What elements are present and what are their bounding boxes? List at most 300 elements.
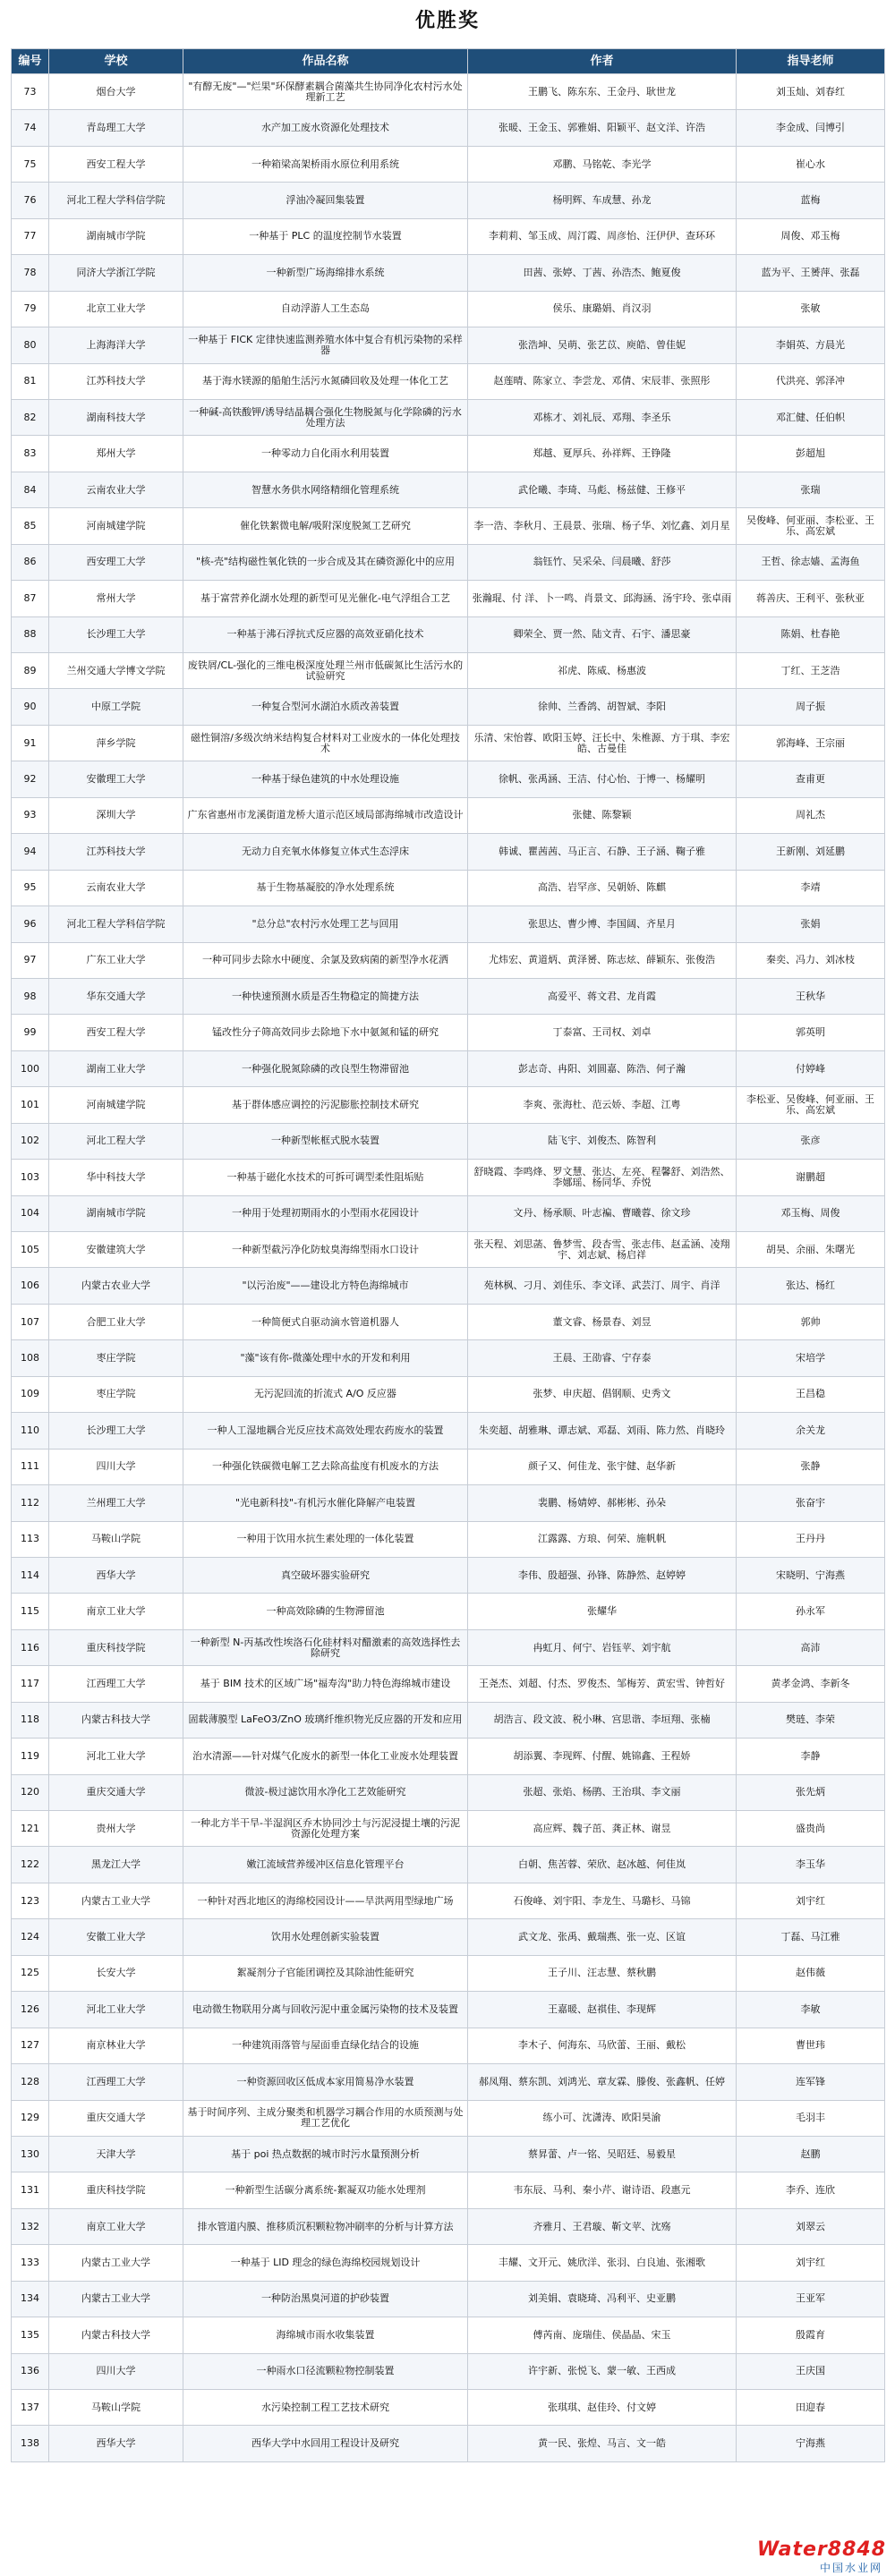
cell-advisors: 李玉华	[737, 1847, 885, 1883]
cell-authors: 傅芮南、庞瑞佳、侯晶晶、宋玉	[468, 2317, 737, 2353]
cell-advisors: 丁红、王芝浩	[737, 653, 885, 689]
cell-advisors: 张瑞	[737, 472, 885, 507]
cell-school: 内蒙古科技大学	[49, 1702, 183, 1738]
award-table	[11, 48, 885, 2462]
cell-work-title: 智慧水务供水网络精细化管理系统	[183, 472, 468, 507]
table-row	[12, 761, 885, 797]
table-row	[12, 1521, 885, 1557]
cell-school: 西华大学	[49, 1557, 183, 1593]
cell-authors: 张思达、曹少博、李国阔、齐星月	[468, 906, 737, 942]
cell-advisors: 宋晓明、宁海燕	[737, 1557, 885, 1593]
cell-number: 109	[12, 1376, 49, 1412]
cell-school: 长安大学	[49, 1955, 183, 1991]
cell-number: 121	[12, 1811, 49, 1847]
cell-school: 长沙理工大学	[49, 1413, 183, 1449]
cell-authors: 石俊峰、刘宇阳、李龙生、马璐杉、马锦	[468, 1883, 737, 1918]
cell-advisors: 胡昊、余丽、朱曙光	[737, 1232, 885, 1268]
cell-work-title: 一种基于 FICK 定律快速监测养殖水体中复合有机污染物的采样器	[183, 327, 468, 363]
cell-authors: 邓鹏、马铭乾、李光学	[468, 146, 737, 182]
table-row	[12, 2136, 885, 2172]
cell-advisors: 刘翠云	[737, 2208, 885, 2244]
table-row	[12, 616, 885, 652]
cell-number: 117	[12, 1666, 49, 1702]
table-row	[12, 870, 885, 905]
cell-advisors: 李娟英、方晨光	[737, 327, 885, 363]
cell-number: 90	[12, 689, 49, 725]
table-row	[12, 2245, 885, 2281]
cell-number: 119	[12, 1739, 49, 1774]
cell-advisors: 刘宇红	[737, 2245, 885, 2281]
cell-authors: 朱奕超、胡雅琳、谭志斌、邓磊、刘雨、陈力然、肖晓玲	[468, 1413, 737, 1449]
cell-authors: 王尧杰、刘超、付杰、罗俊杰、邹梅芳、黄宏雪、钟哲好	[468, 1666, 737, 1702]
cell-work-title: 自动浮游人工生态岛	[183, 291, 468, 327]
cell-work-title: 一种高效除磷的生物滞留池	[183, 1594, 468, 1629]
cell-school: 河北工程大学	[49, 1123, 183, 1159]
cell-number: 107	[12, 1304, 49, 1339]
cell-work-title: 西华大学中水回用工程设计及研究	[183, 2426, 468, 2461]
table-row	[12, 1774, 885, 1810]
cell-authors: 董文睿、杨景春、刘昱	[468, 1304, 737, 1339]
table-row	[12, 110, 885, 146]
cell-advisors: 周俊、邓玉梅	[737, 218, 885, 254]
cell-work-title: 基于海水镁源的船舶生活污水氮磷回收及处理一体化工艺	[183, 363, 468, 399]
watermark-sub: 中国水业网	[819, 2562, 882, 2574]
cell-work-title: 广东省惠州市龙溪街道龙桥大道示范区域局部海绵城市改造设计	[183, 797, 468, 833]
table-row	[12, 581, 885, 616]
cell-advisors: 张奋宇	[737, 1485, 885, 1521]
header-work-title: 作品名称	[183, 49, 468, 74]
cell-work-title: 基于时间序列、主成分聚类和机器学习耦合作用的水质预测与处理工艺优化	[183, 2100, 468, 2136]
cell-number: 85	[12, 508, 49, 544]
table-row	[12, 1050, 885, 1086]
table-row	[12, 2064, 885, 2100]
cell-school: 内蒙古科技大学	[49, 2317, 183, 2353]
cell-advisors: 李松亚、吴俊峰、何亚丽、王乐、高宏斌	[737, 1087, 885, 1123]
cell-work-title: "总分总"农村污水处理工艺与回用	[183, 906, 468, 942]
cell-work-title: 固载薄膜型 LaFeO3/ZnO 玻璃纤维织物光反应器的开发和应用	[183, 1702, 468, 1738]
table-row	[12, 2353, 885, 2389]
cell-authors: 张耀华	[468, 1594, 737, 1629]
cell-number: 80	[12, 327, 49, 363]
cell-school: 南京工业大学	[49, 1594, 183, 1629]
cell-advisors: 赵伟薇	[737, 1955, 885, 1991]
table-row	[12, 653, 885, 689]
cell-authors: 许宇新、张悦飞、蒙一敏、王西成	[468, 2353, 737, 2389]
cell-school: 郑州大学	[49, 436, 183, 472]
cell-authors: 王鹏飞、陈东东、王金丹、耿世龙	[468, 74, 737, 110]
cell-authors: 高爱平、蒋文君、龙肖霞	[468, 978, 737, 1014]
cell-advisors: 崔心水	[737, 146, 885, 182]
cell-work-title: 治水清源——针对煤气化废水的新型一体化工业废水处理装置	[183, 1739, 468, 1774]
cell-authors: 王子川、汪志慧、蔡秋鹏	[468, 1955, 737, 1991]
cell-authors: 刘美娟、袁晓琦、冯利平、史亚鹏	[468, 2281, 737, 2317]
cell-school: 华中科技大学	[49, 1160, 183, 1195]
cell-authors: 徐帅、兰香鸽、胡智斌、李阳	[468, 689, 737, 725]
cell-school: 重庆交通大学	[49, 1774, 183, 1810]
table-row	[12, 1015, 885, 1050]
cell-authors: 王嘉暖、赵祺佳、李现辉	[468, 1992, 737, 2028]
cell-authors: 徐帆、张禹涵、王洁、付心怡、于博一、杨耀明	[468, 761, 737, 797]
cell-advisors: 蓝为平、王赟萍、张磊	[737, 255, 885, 291]
cell-authors: 韩诚、瞿茜茜、马正言、石静、王子涵、鞠子雅	[468, 834, 737, 870]
cell-advisors: 王丹丹	[737, 1521, 885, 1557]
cell-advisors: 张静	[737, 1449, 885, 1484]
cell-work-title: 一种建筑雨落管与屋面垂直绿化结合的设施	[183, 2028, 468, 2063]
cell-school: 烟台大学	[49, 74, 183, 110]
cell-advisors: 张彦	[737, 1123, 885, 1159]
cell-number: 84	[12, 472, 49, 507]
cell-work-title: 一种新型生活碳分离系统-絮凝双功能水处理剂	[183, 2172, 468, 2208]
table-header-row	[12, 49, 885, 74]
cell-advisors: 高沛	[737, 1629, 885, 1665]
cell-number: 124	[12, 1919, 49, 1955]
cell-advisors: 邓玉梅、周俊	[737, 1195, 885, 1231]
cell-authors: 丰耀、文开元、姚欣洋、张羽、白良迪、张湘歌	[468, 2245, 737, 2281]
cell-authors: 王晨、王劭睿、宁存泰	[468, 1340, 737, 1376]
table-row	[12, 1304, 885, 1339]
cell-number: 104	[12, 1195, 49, 1231]
cell-work-title: 一种快速预测水质是否生物稳定的简捷方法	[183, 978, 468, 1014]
cell-advisors: 谢鹏超	[737, 1160, 885, 1195]
cell-authors: 邓栋才、刘礼辰、邓翔、李圣乐	[468, 399, 737, 435]
cell-number: 92	[12, 761, 49, 797]
cell-work-title: 一种强化脱氮除磷的改良型生物滞留池	[183, 1050, 468, 1086]
cell-school: 天津大学	[49, 2136, 183, 2172]
cell-authors: 祁虎、陈威、杨惠波	[468, 653, 737, 689]
cell-number: 135	[12, 2317, 49, 2353]
cell-work-title: 水产加工废水资源化处理技术	[183, 110, 468, 146]
cell-authors: 丁泰富、王司权、刘卓	[468, 1015, 737, 1050]
table-row	[12, 1955, 885, 1991]
cell-number: 110	[12, 1413, 49, 1449]
cell-authors: 白朝、焦苦蓉、荣欣、赵冰越、何佳岚	[468, 1847, 737, 1883]
cell-authors: 张暖、王金玉、郭雅娟、阳颖平、赵文洋、许浩	[468, 110, 737, 146]
cell-school: 河北工程大学科信学院	[49, 183, 183, 218]
cell-school: 内蒙古工业大学	[49, 1883, 183, 1918]
table-row	[12, 74, 885, 110]
cell-number: 86	[12, 544, 49, 580]
cell-number: 114	[12, 1557, 49, 1593]
cell-authors: 练小可、沈潇涛、欧阳昊渝	[468, 2100, 737, 2136]
watermark-main: Water8848	[756, 2538, 886, 2561]
table-row	[12, 2426, 885, 2461]
cell-number: 137	[12, 2390, 49, 2426]
cell-school: 西安工程大学	[49, 1015, 183, 1050]
cell-number: 76	[12, 183, 49, 218]
cell-work-title: 催化铁絮微电解/吸附深度脱氮工艺研究	[183, 508, 468, 544]
cell-work-title: 一种针对西北地区的海绵校园设计——旱洪两用型绿地广场	[183, 1883, 468, 1918]
cell-advisors: 殷霞育	[737, 2317, 885, 2353]
cell-school: 枣庄学院	[49, 1340, 183, 1376]
cell-work-title: 一种新型广场海绵排水系统	[183, 255, 468, 291]
cell-school: 枣庄学院	[49, 1376, 183, 1412]
cell-authors: 黄一民、张煌、马言、文一皓	[468, 2426, 737, 2461]
cell-school: 江苏科技大学	[49, 834, 183, 870]
cell-number: 130	[12, 2136, 49, 2172]
cell-school: 南京林业大学	[49, 2028, 183, 2063]
cell-authors: 李爽、张海杜、范云娇、李超、江粤	[468, 1087, 737, 1123]
cell-school: 兰州交通大学博文学院	[49, 653, 183, 689]
cell-advisors: 王昌稳	[737, 1376, 885, 1412]
cell-school: 黑龙江大学	[49, 1847, 183, 1883]
cell-school: 青岛理工大学	[49, 110, 183, 146]
cell-number: 73	[12, 74, 49, 110]
table-row	[12, 2317, 885, 2353]
header-advisors: 指导老师	[737, 49, 885, 74]
cell-work-title: 一种新型截污净化防蚊臭海绵型雨水口设计	[183, 1232, 468, 1268]
cell-authors: 郑越、夏厚兵、孙祥辉、王铮隆	[468, 436, 737, 472]
cell-number: 74	[12, 110, 49, 146]
table-row	[12, 1992, 885, 2028]
cell-work-title: 海绵城市雨水收集装置	[183, 2317, 468, 2353]
cell-number: 118	[12, 1702, 49, 1738]
table-row	[12, 942, 885, 978]
cell-school: 同济大学浙江学院	[49, 255, 183, 291]
cell-school: 上海海洋大学	[49, 327, 183, 363]
cell-work-title: 锰改性分子筛高效同步去除地下水中氨氮和锰的研究	[183, 1015, 468, 1050]
cell-work-title: 真空破坏器实验研究	[183, 1557, 468, 1593]
cell-work-title: 一种复合型河水湖泊水质改善装置	[183, 689, 468, 725]
cell-work-title: 基于生物基凝胶的净水处理系统	[183, 870, 468, 905]
cell-number: 126	[12, 1992, 49, 2028]
cell-school: 兰州理工大学	[49, 1485, 183, 1521]
cell-number: 115	[12, 1594, 49, 1629]
cell-authors: 齐雅月、王君璇、靳文苹、沈殇	[468, 2208, 737, 2244]
table-row	[12, 1160, 885, 1195]
cell-school: 江西理工大学	[49, 1666, 183, 1702]
cell-advisors: 刘宇红	[737, 1883, 885, 1918]
table-row	[12, 1485, 885, 1521]
cell-school: 南京工业大学	[49, 2208, 183, 2244]
cell-work-title: 一种资源回收区低成本家用简易净水装置	[183, 2064, 468, 2100]
cell-school: 云南农业大学	[49, 472, 183, 507]
cell-work-title: "核-壳"结构磁性氧化铁的一步合成及其在磷资源化中的应用	[183, 544, 468, 580]
cell-advisors: 王新刚、刘延鹏	[737, 834, 885, 870]
cell-work-title: 无动力自充氧水体修复立体式生态浮床	[183, 834, 468, 870]
cell-number: 99	[12, 1015, 49, 1050]
cell-number: 94	[12, 834, 49, 870]
cell-advisors: 张娟	[737, 906, 885, 942]
cell-advisors: 宁海燕	[737, 2426, 885, 2461]
cell-number: 125	[12, 1955, 49, 1991]
cell-advisors: 付婷峰	[737, 1050, 885, 1086]
table-row	[12, 689, 885, 725]
cell-work-title: 一种基于沸石浮抗式反应器的高效亚硝化技术	[183, 616, 468, 652]
cell-advisors: 盛贵尚	[737, 1811, 885, 1847]
cell-authors: 文丹、杨承顺、叶志褊、曹曦蓉、徐文珍	[468, 1195, 737, 1231]
cell-work-title: 一种雨水口径流颗粒物控制装置	[183, 2353, 468, 2389]
cell-authors: 武伦曦、李琦、马彪、杨兹健、王修平	[468, 472, 737, 507]
cell-number: 87	[12, 581, 49, 616]
watermark-logo	[752, 2538, 886, 2572]
cell-number: 113	[12, 1521, 49, 1557]
cell-advisors: 连军锋	[737, 2064, 885, 2100]
table-row	[12, 1847, 885, 1883]
cell-advisors: 张达、杨红	[737, 1268, 885, 1304]
header-school: 学校	[49, 49, 183, 74]
cell-school: 西安工程大学	[49, 146, 183, 182]
cell-authors: 赵莲晴、陈家立、李尝龙、邓倩、宋辰菲、张照彤	[468, 363, 737, 399]
cell-school: 内蒙古农业大学	[49, 1268, 183, 1304]
table-row	[12, 291, 885, 327]
cell-advisors: 李靖	[737, 870, 885, 905]
cell-number: 97	[12, 942, 49, 978]
cell-number: 111	[12, 1449, 49, 1484]
cell-authors: 李木子、何海东、马欣蕾、王丽、戴松	[468, 2028, 737, 2063]
cell-authors: 翁钰竹、吴采朵、闫晨曦、舒莎	[468, 544, 737, 580]
cell-number: 105	[12, 1232, 49, 1268]
cell-advisors: 王亚军	[737, 2281, 885, 2317]
cell-number: 120	[12, 1774, 49, 1810]
cell-advisors: 周子振	[737, 689, 885, 725]
cell-advisors: 王庆国	[737, 2353, 885, 2389]
cell-advisors: 刘玉灿、刘春红	[737, 74, 885, 110]
cell-authors: 杨明辉、车成慧、孙龙	[468, 183, 737, 218]
cell-work-title: 一种人工湿地耦合光反应技术高效处理农药废水的装置	[183, 1413, 468, 1449]
cell-school: 常州大学	[49, 581, 183, 616]
cell-authors: 田茜、张婷、丁茜、孙浩杰、鲍夏俊	[468, 255, 737, 291]
cell-advisors: 郭英明	[737, 1015, 885, 1050]
cell-work-title: 一种箱梁高架桥雨水原位利用系统	[183, 146, 468, 182]
table-row	[12, 146, 885, 182]
cell-advisors: 查甫更	[737, 761, 885, 797]
table-row	[12, 978, 885, 1014]
cell-advisors: 余关龙	[737, 1413, 885, 1449]
cell-work-title: 一种用于饮用水抗生素处理的一体化装置	[183, 1521, 468, 1557]
cell-number: 133	[12, 2245, 49, 2281]
cell-number: 106	[12, 1268, 49, 1304]
cell-authors: 李莉莉、邹玉成、周汀霞、周彦怡、汪伊伊、查环环	[468, 218, 737, 254]
cell-school: 安徽工业大学	[49, 1919, 183, 1955]
cell-authors: 乐清、宋怡蓉、欧阳玉婷、汪长中、朱椎源、方于琪、李宏皓、古曼佳	[468, 725, 737, 761]
cell-number: 88	[12, 616, 49, 652]
cell-authors: 陆飞宇、刘俊杰、陈智利	[468, 1123, 737, 1159]
table-row	[12, 1232, 885, 1268]
cell-advisors: 李乔、连欣	[737, 2172, 885, 2208]
cell-authors: 高浩、岩罕彦、吴朝娇、陈麒	[468, 870, 737, 905]
cell-authors: 张健、陈黎颖	[468, 797, 737, 833]
table-row	[12, 1123, 885, 1159]
table-row	[12, 2172, 885, 2208]
cell-school: 西华大学	[49, 2426, 183, 2461]
cell-authors: 卿荣全、贾一然、陆文青、石宇、潘思豪	[468, 616, 737, 652]
cell-advisors: 张敏	[737, 291, 885, 327]
cell-work-title: 一种基于 PLC 的温度控制节水装置	[183, 218, 468, 254]
table-row	[12, 1594, 885, 1629]
cell-number: 122	[12, 1847, 49, 1883]
cell-school: 贵州大学	[49, 1811, 183, 1847]
cell-school: 中原工学院	[49, 689, 183, 725]
cell-school: 西安理工大学	[49, 544, 183, 580]
table-row	[12, 1883, 885, 1918]
cell-work-title: 一种可同步去除水中硬度、余氯及致病菌的新型净水花洒	[183, 942, 468, 978]
table-row	[12, 1413, 885, 1449]
cell-number: 136	[12, 2353, 49, 2389]
table-row	[12, 1449, 885, 1484]
cell-school: 云南农业大学	[49, 870, 183, 905]
table-row	[12, 1557, 885, 1593]
cell-number: 98	[12, 978, 49, 1014]
table-row	[12, 906, 885, 942]
cell-number: 108	[12, 1340, 49, 1376]
table-row	[12, 725, 885, 761]
cell-work-title: 微波-极过滤饮用水净化工艺效能研究	[183, 1774, 468, 1810]
cell-authors: 韦东辰、马利、秦小芹、谢诗语、段惠元	[468, 2172, 737, 2208]
cell-number: 102	[12, 1123, 49, 1159]
cell-authors: 张超、张焰、杨鹃、王治琪、李文丽	[468, 1774, 737, 1810]
cell-work-title: 电动微生物联用分离与回收污泥中重金属污染物的技术及装置	[183, 1992, 468, 2028]
table-row	[12, 1919, 885, 1955]
cell-work-title: 饮用水处理创新实验装置	[183, 1919, 468, 1955]
cell-school: 河北工业大学	[49, 1992, 183, 2028]
cell-number: 82	[12, 399, 49, 435]
cell-authors: 江露露、方琅、何荣、施帆帆	[468, 1521, 737, 1557]
table-row	[12, 255, 885, 291]
cell-authors: 高应辉、魏子茁、龚正林、谢昱	[468, 1811, 737, 1847]
cell-advisors: 秦奕、冯力、刘冰枝	[737, 942, 885, 978]
table-row	[12, 1195, 885, 1231]
cell-authors: 苑林枫、刁月、刘佳乐、李文译、武芸汀、周宇、肖洋	[468, 1268, 737, 1304]
cell-advisors: 邓汇健、任伯帜	[737, 399, 885, 435]
cell-number: 75	[12, 146, 49, 182]
table-row	[12, 2100, 885, 2136]
cell-number: 129	[12, 2100, 49, 2136]
table-row	[12, 2028, 885, 2063]
cell-school: 马鞍山学院	[49, 1521, 183, 1557]
cell-work-title: 一种基于绿色建筑的中水处理设施	[183, 761, 468, 797]
cell-work-title: 基于富营养化湖水处理的新型可见光催化-电气浮组合工艺	[183, 581, 468, 616]
cell-work-title: 基于群体感应调控的污泥膨胀控制技术研究	[183, 1087, 468, 1123]
cell-number: 83	[12, 436, 49, 472]
cell-advisors: 宋培学	[737, 1340, 885, 1376]
cell-school: 内蒙古工业大学	[49, 2281, 183, 2317]
cell-number: 81	[12, 363, 49, 399]
cell-work-title: 基于 poi 热点数据的城市时污水量预测分析	[183, 2136, 468, 2172]
cell-advisors: 王哲、徐志嫱、孟海鱼	[737, 544, 885, 580]
cell-authors: 颜子又、何佳龙、张宇健、赵华新	[468, 1449, 737, 1484]
header-number: 编号	[12, 49, 49, 74]
cell-school: 河北工程大学科信学院	[49, 906, 183, 942]
cell-work-title: 排水管道内膜、推移质沉积颗粒物冲刷率的分析与计算方法	[183, 2208, 468, 2244]
cell-number: 116	[12, 1629, 49, 1665]
cell-authors: 李伟、殷超强、孙锋、陈静然、赵婷婷	[468, 1557, 737, 1593]
table-row	[12, 834, 885, 870]
cell-number: 134	[12, 2281, 49, 2317]
cell-work-title: 一种防治黑臭河道的护砂装置	[183, 2281, 468, 2317]
cell-school: 萍乡学院	[49, 725, 183, 761]
cell-authors: 张琪琪、赵佳玲、付文婷	[468, 2390, 737, 2426]
cell-advisors: 李静	[737, 1739, 885, 1774]
cell-advisors: 孙永军	[737, 1594, 885, 1629]
table-row	[12, 544, 885, 580]
cell-authors: 张天程、刘思菡、鲁梦雪、段杏雪、张志伟、赵孟涵、凌翔宇、刘志斌、杨启祥	[468, 1232, 737, 1268]
table-row	[12, 1739, 885, 1774]
cell-work-title: 一种基于 LID 理念的绿色海绵校园规划设计	[183, 2245, 468, 2281]
cell-authors: 武文龙、张禹、戴瑞燕、张一克、区谊	[468, 1919, 737, 1955]
table-row	[12, 218, 885, 254]
cell-school: 长沙理工大学	[49, 616, 183, 652]
table-row	[12, 1666, 885, 1702]
cell-work-title: 水污染控制工程工艺技术研究	[183, 2390, 468, 2426]
table-row	[12, 363, 885, 399]
cell-authors: 李一浩、李秋月、王晨景、张瑞、杨子华、刘忆鑫、刘月星	[468, 508, 737, 544]
cell-work-title: 一种北方半干旱-半湿润区乔木协同沙土与污泥浸提土壤的污泥资源化处理方案	[183, 1811, 468, 1847]
cell-school: 湖南科技大学	[49, 399, 183, 435]
cell-advisors: 李金成、闫博引	[737, 110, 885, 146]
table-row	[12, 1702, 885, 1738]
cell-authors: 张浩坤、吴萌、张艺苡、庾皓、曾佳妮	[468, 327, 737, 363]
cell-advisors: 曹世玮	[737, 2028, 885, 2063]
